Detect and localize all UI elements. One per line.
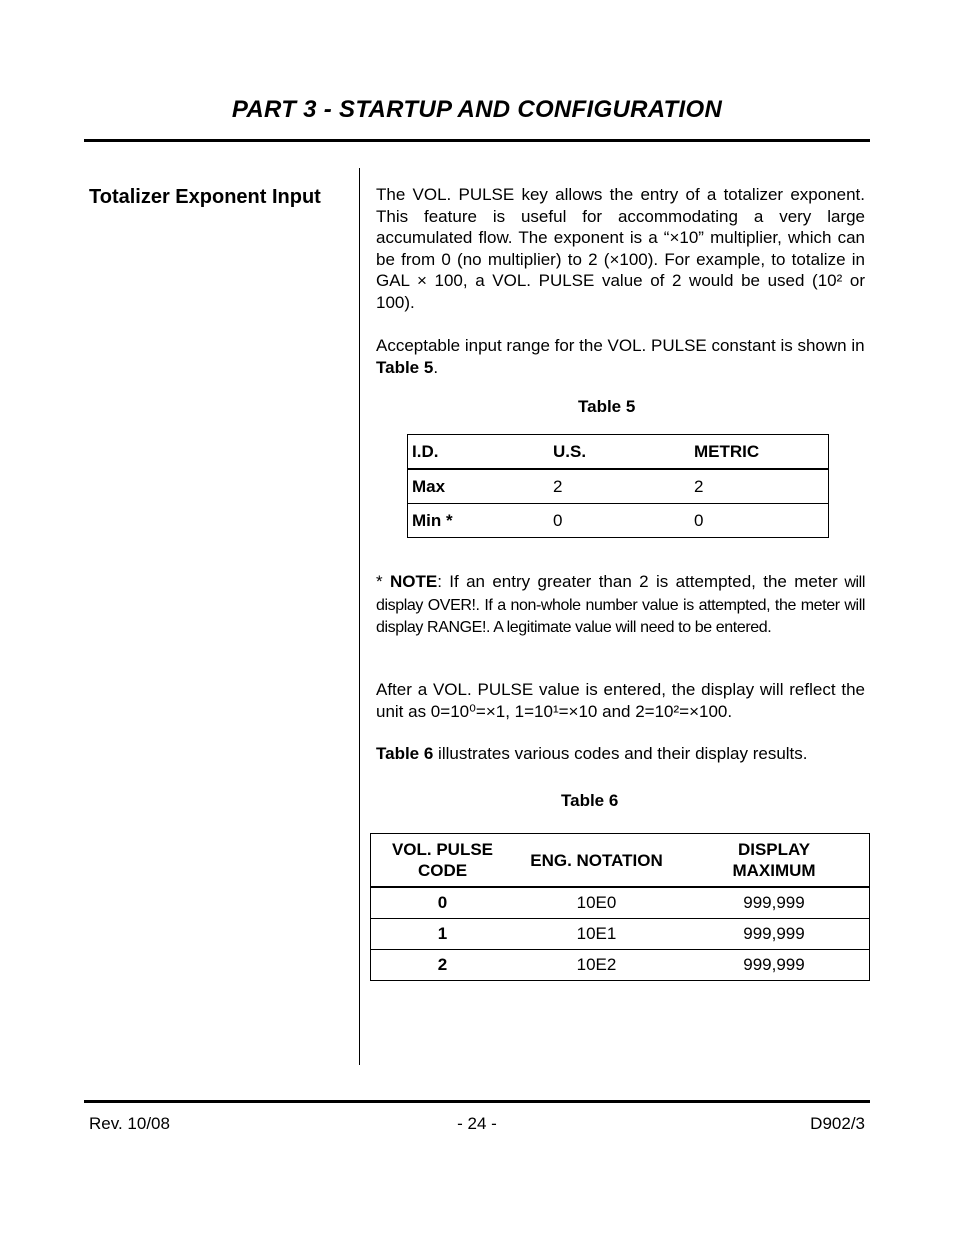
table5-header-id: I.D. xyxy=(408,435,550,470)
table5-header-us: U.S. xyxy=(549,435,690,470)
table5-cell-us: 2 xyxy=(549,469,690,504)
table6-header-display-line2: MAXIMUM xyxy=(732,861,816,880)
table-row xyxy=(371,919,870,950)
paragraph-table6-text: illustrates various codes and their display results. xyxy=(433,744,808,763)
table6-header-notation-label: ENG. NOTATION xyxy=(530,850,663,870)
note-text: will display OVER!. If a non-whole number value is attempted, the meter will display RANGE!. A legitimate value will need to be entered. xyxy=(376,574,865,636)
table6-header-code-line2: CODE xyxy=(417,861,468,880)
footer-rule xyxy=(84,1100,870,1103)
paragraph-table6-intro xyxy=(376,743,865,765)
table6-cell-notation: 10E0 xyxy=(514,887,679,919)
paragraph-range xyxy=(376,335,865,378)
note-paragraph xyxy=(376,571,865,639)
table6-header-display-line1: DISPLAY xyxy=(737,840,811,859)
note-lead: : If an entry greater than 2 is attempted, the meter xyxy=(437,572,838,591)
paragraph-display-unit: After a VOL. PULSE value is entered, the display will reflect the unit as 0=10⁰=×1, 1=10¹=×10 and 2=10²=×100. xyxy=(376,680,865,721)
table-row xyxy=(371,950,870,981)
footer-page-number: - 24 - xyxy=(457,1114,497,1133)
table6-cell-display: 999,999 xyxy=(679,950,870,981)
column-divider xyxy=(359,168,360,1065)
table6-header-notation xyxy=(514,834,679,888)
header-rule xyxy=(84,139,870,142)
table6-cell-code: 1 xyxy=(371,919,515,950)
table5-cell-id: Min * xyxy=(408,504,550,538)
table6-header-display xyxy=(679,834,870,888)
table5-reference: Table 5 xyxy=(376,357,434,377)
table-row xyxy=(371,887,870,919)
table6-header-row xyxy=(371,834,870,888)
table6-cell-notation: 10E2 xyxy=(514,950,679,981)
table5-cell-metric: 0 xyxy=(690,504,829,538)
table5-cell-id: Max xyxy=(408,469,550,504)
table5-caption: Table 5 xyxy=(578,397,636,416)
table6-cell-display: 999,999 xyxy=(679,887,870,919)
table6-reference: Table 6 xyxy=(376,744,434,763)
table6 xyxy=(370,833,870,981)
table6-header-code-line1: VOL. PULSE xyxy=(391,840,494,859)
table6-cell-code: 2 xyxy=(371,950,515,981)
paragraph-range-end: . xyxy=(433,357,439,377)
table6-cell-code: 0 xyxy=(371,887,515,919)
table-row xyxy=(408,504,829,538)
table5 xyxy=(407,434,829,538)
table6-header-code xyxy=(371,834,515,888)
page-title: PART 3 - STARTUP AND CONFIGURATION xyxy=(231,96,723,123)
table5-cell-us: 0 xyxy=(549,504,690,538)
table-row xyxy=(408,469,829,504)
paragraph-intro: The VOL. PULSE key allows the entry of a totalizer exponent. This feature is useful for accommodating a very large accumulated flow. The exponent is a “×10” multiplier, which can be from 0 (no multiplier) to 2 (×100). For example, to totalize in GAL × 100, a VOL. PULSE value of 2 would be used (10² or 100). xyxy=(376,185,865,312)
table5-cell-metric: 2 xyxy=(690,469,829,504)
table6-cell-notation: 10E1 xyxy=(514,919,679,950)
table6-cell-display: 999,999 xyxy=(679,919,870,950)
footer-doc-id: D902/3 xyxy=(810,1114,865,1133)
paragraph-range-text: Acceptable input range for the VOL. PULSE constant is shown in xyxy=(376,336,865,355)
table5-header-row xyxy=(408,435,829,470)
table5-header-metric: METRIC xyxy=(690,435,829,470)
note-label: NOTE xyxy=(389,572,438,591)
section-heading: Totalizer Exponent Input xyxy=(89,186,321,208)
note-asterisk: * xyxy=(376,572,390,591)
table6-caption: Table 6 xyxy=(561,791,619,810)
footer-revision: Rev. 10/08 xyxy=(89,1114,170,1133)
